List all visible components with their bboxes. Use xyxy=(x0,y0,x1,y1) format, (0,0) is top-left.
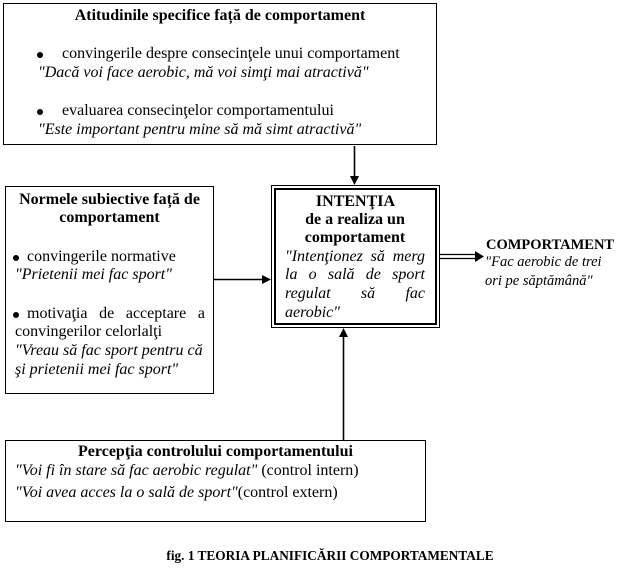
attitudes-belief-quote: "Dacă voi face aerobic, mă voi simţi mai atractivă" xyxy=(38,64,369,81)
arrow-attitudes-to-intention xyxy=(350,146,359,185)
attitudes-evaluation-text: evaluarea consecinţelor comportamentului xyxy=(62,102,334,119)
bullet-icon xyxy=(37,52,43,58)
control-internal-line xyxy=(15,462,359,480)
arrowhead-right-icon xyxy=(262,275,271,284)
intention-box xyxy=(271,185,440,328)
arrowhead-right-icon xyxy=(475,251,484,262)
normative-beliefs-text: convingerile normative xyxy=(27,248,176,265)
arrowhead-down-icon xyxy=(350,176,359,185)
motivation-quote-line-2: şi prietenii mei fac sport" xyxy=(15,361,179,378)
control-external-line xyxy=(15,484,338,502)
attitudes-evaluation-quote: "Este important pentru mine să mă simt atractivă" xyxy=(38,121,362,138)
intention-quote-line-1: "Intenţionez să merg xyxy=(285,248,425,265)
control-external-quote: "Voi avea acces la o sală de sport" xyxy=(15,484,238,501)
normative-beliefs-quote: "Prietenii mei fac sport" xyxy=(15,266,172,283)
control-external-note: (control extern) xyxy=(237,484,338,501)
motivation-text-line-2: convingerilor celorlalţi xyxy=(15,323,163,340)
subjective-norms-title: Normele subiective față de comportament xyxy=(19,191,200,227)
behavior-title: COMPORTAMENT xyxy=(486,237,615,253)
bullet-icon xyxy=(13,255,19,261)
perceived-control-title: Percepţia controlului comportamentului xyxy=(78,443,353,460)
behavior-quote-line-1: "Fac aerobic de trei xyxy=(485,254,602,270)
motivation-text-line-1: motivaţia de acceptare a xyxy=(27,305,205,322)
control-internal-note: (control intern) xyxy=(261,462,359,479)
bullet-icon xyxy=(37,109,43,115)
perceived-control-box xyxy=(5,440,426,522)
intention-title: INTENŢIA xyxy=(315,193,396,210)
intention-quote-line-3: regulat să fac xyxy=(285,285,425,302)
attitudes-belief-text: convingerile despre consecinţele unui comportament xyxy=(62,45,400,62)
arrow-norms-to-intention xyxy=(214,275,271,284)
arrow-control-to-intention xyxy=(339,328,348,440)
arrowhead-up-icon xyxy=(339,328,348,337)
bullet-icon xyxy=(13,312,19,318)
motivation-quote-line-1: "Vreau să fac sport pentru că xyxy=(15,342,203,359)
arrow-intention-to-behavior xyxy=(440,251,484,262)
intention-subtitle: de a realiza un comportament xyxy=(304,211,406,247)
intention-quote-line-4: aerobic" xyxy=(285,304,340,321)
attitudes-box xyxy=(3,3,437,145)
control-internal-quote: "Voi fi în stare să fac aerobic regulat" xyxy=(15,462,258,479)
subjective-norms-box xyxy=(5,186,214,394)
figure-caption: fig. 1 TEORIA PLANIFICĂRII COMPORTAMENTALE xyxy=(166,548,494,563)
behavior-quote-line-2: ori pe săptămână" xyxy=(485,273,593,289)
attitudes-title: Atitudinile specifice față de comportament xyxy=(74,7,366,24)
intention-quote-line-2: la o sală de sport xyxy=(285,266,425,283)
